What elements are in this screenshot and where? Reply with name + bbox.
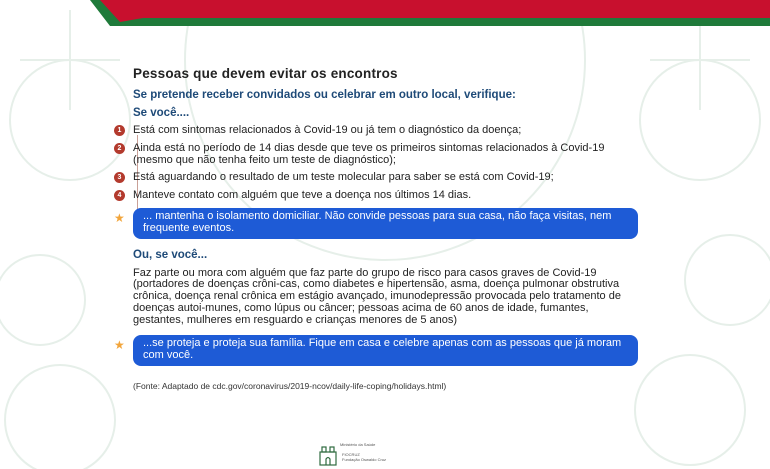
star-icon: ★ xyxy=(114,338,125,353)
risk-group-paragraph: Faz parte ou mora com alguém que faz parte do grupo de risco para casos graves de Covid-19 (portadores de doenças crôni-cas, como diabetes e hipertensão, asma, doença pulmonar obstrutiva crônica, doença renal crônica em estágio avançado, imunodepressão provocada pelo tratamento de doenças autoi-munes, como lúpus ou câncer; pessoas acima de 60 anos de idade, fumantes, gestantes, mulheres em resguardo e crianças menores de 5 anos) xyxy=(133,266,621,327)
isolation-callout xyxy=(114,208,638,239)
fiocruz-castle-icon xyxy=(318,444,338,466)
number-badge: 1 xyxy=(114,125,125,136)
callout-text: ...se proteja e proteja sua família. Fique em casa e celebre apenas com as pessoas que já moram com você. xyxy=(143,337,622,361)
fiocruz-name: FIOCRUZ xyxy=(342,452,360,457)
number-badge: 3 xyxy=(114,172,125,183)
list-item xyxy=(117,141,638,167)
subheading: Se pretende receber convidados ou celebrar em outro local, verifique: xyxy=(133,89,516,101)
main-content xyxy=(114,66,638,391)
fiocruz-fullname: Fundação Oswaldo Cruz xyxy=(342,457,387,462)
list-item-text: Está aguardando o resultado de um teste molecular para saber se está com Covid-19; xyxy=(133,171,554,184)
list-item xyxy=(117,124,638,137)
list-item xyxy=(117,171,638,184)
list-item-text: Está com sintomas relacionados à Covid-19 ou já tem o diagnóstico da doença; xyxy=(133,124,522,136)
list-item-text: Ainda está no período de 14 dias desde que teve os primeiros sintomas relacionados à Covid-19 (mesmo que não tenha feito um teste de diagnóstico); xyxy=(133,141,605,166)
number-badge: 4 xyxy=(114,190,125,201)
page-title: Pessoas que devem evitar os encontros xyxy=(133,66,398,81)
list-item-text: Manteve contato com alguém que teve a doença nos últimos 14 dias. xyxy=(133,189,472,202)
star-icon: ★ xyxy=(114,210,125,225)
callout-text: ... mantenha o isolamento domiciliar. Não convide pessoas para sua casa, não faça visitas, nem frequente eventos. xyxy=(143,209,612,234)
protection-callout xyxy=(114,335,638,366)
footer-logos xyxy=(318,440,458,469)
fiocruz-label xyxy=(342,452,386,462)
condition-list xyxy=(117,124,638,202)
top-ribbon xyxy=(0,0,770,30)
list-item xyxy=(117,189,638,202)
ministry-label: Ministério da Saúde xyxy=(340,442,376,447)
ou-se-label: Ou, se você... xyxy=(133,248,208,261)
source-citation: (Fonte: Adaptado de cdc.gov/coronavirus/2019-ncov/daily-life-coping/holidays.html) xyxy=(133,380,447,391)
number-badge: 2 xyxy=(114,143,125,154)
se-voce-label: Se você.... xyxy=(133,107,190,119)
